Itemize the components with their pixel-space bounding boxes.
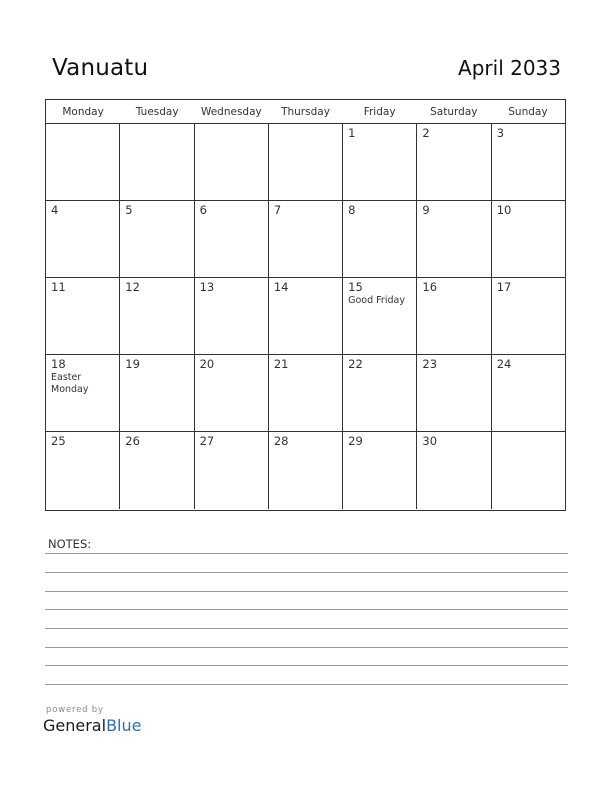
day-number: 29 (348, 434, 363, 448)
day-cell (269, 124, 343, 200)
day-number: 19 (125, 357, 140, 371)
week-row (46, 432, 565, 509)
day-number: 4 (51, 203, 59, 217)
calendar-country-title: Vanuatu (52, 55, 149, 81)
day-cell (120, 201, 194, 277)
day-number: 15 (348, 280, 363, 294)
note-line (45, 553, 568, 554)
day-cell (269, 432, 343, 509)
note-line (45, 609, 568, 610)
weekday-header-row (46, 100, 565, 124)
week-row (46, 355, 565, 432)
day-number: 30 (422, 434, 438, 448)
day-number: 7 (273, 203, 282, 217)
day-cell (417, 278, 491, 354)
note-line (45, 684, 568, 685)
day-number: 5 (125, 203, 133, 217)
day-cell (343, 432, 417, 509)
note-line (45, 591, 568, 592)
day-cell (195, 278, 269, 354)
day-number: 26 (125, 434, 140, 448)
day-cell (492, 124, 565, 200)
day-number: 21 (273, 357, 289, 371)
day-cell (46, 355, 120, 431)
day-number: 18 (51, 357, 66, 371)
day-cell (417, 201, 491, 277)
powered-by-text: powered by (46, 705, 104, 715)
brand-blue: Blue (106, 716, 142, 735)
week-row (46, 124, 565, 201)
day-cell (343, 355, 417, 431)
day-cell (120, 124, 194, 200)
brand-logo (43, 716, 141, 735)
day-number: 8 (348, 203, 356, 217)
day-number: 11 (51, 280, 66, 294)
week-row (46, 201, 565, 278)
day-cell (120, 355, 194, 431)
day-cell (46, 201, 120, 277)
day-number: 23 (422, 357, 438, 371)
day-cell (492, 355, 565, 431)
day-cell (492, 201, 565, 277)
weekday-thursday: Thursday (281, 106, 330, 118)
day-number: 20 (199, 357, 215, 371)
weekday-wednesday: Wednesday (200, 106, 262, 118)
day-cell (417, 432, 491, 509)
note-line (45, 647, 568, 648)
notes-label: NOTES: (48, 537, 92, 551)
day-cell (417, 124, 491, 200)
calendar-grid (45, 99, 566, 511)
day-cell (120, 432, 194, 509)
day-number: 28 (273, 434, 289, 448)
day-number: 17 (496, 280, 512, 294)
day-cell (417, 355, 491, 431)
day-cell (269, 278, 343, 354)
day-number: 9 (422, 203, 430, 217)
day-cell (269, 355, 343, 431)
day-cell (195, 432, 269, 509)
day-number: 14 (273, 280, 289, 294)
day-number: 16 (422, 280, 438, 294)
day-cell (492, 278, 565, 354)
day-cell (343, 124, 417, 200)
weekday-tuesday: Tuesday (135, 106, 179, 118)
brand-general: General (43, 716, 107, 735)
note-line (45, 665, 568, 666)
day-number: 2 (422, 126, 430, 140)
day-number: 27 (199, 434, 215, 448)
day-cell (195, 355, 269, 431)
day-cell (46, 432, 120, 509)
calendar-month-title: April 2033 (458, 56, 561, 80)
day-number: 3 (496, 126, 505, 140)
holiday-label: Easter Monday (51, 372, 89, 395)
day-cell (46, 278, 120, 354)
day-number: 24 (496, 357, 512, 371)
day-number: 1 (348, 126, 356, 140)
day-number: 22 (348, 357, 363, 371)
day-cell (269, 201, 343, 277)
day-cell (492, 432, 565, 509)
day-cell (46, 124, 120, 200)
weekday-sunday: Sunday (508, 106, 548, 118)
day-cell (343, 278, 417, 354)
day-cell (195, 124, 269, 200)
week-row (46, 278, 565, 355)
weekday-saturday: Saturday (430, 106, 478, 118)
day-number: 13 (199, 280, 215, 294)
day-number: 10 (496, 203, 512, 217)
day-cell (195, 201, 269, 277)
day-cell (343, 201, 417, 277)
day-number: 6 (199, 203, 207, 217)
weekday-friday: Friday (363, 106, 396, 118)
weekday-monday: Monday (62, 106, 104, 118)
note-line (45, 628, 568, 629)
holiday-label: Good Friday (348, 295, 405, 306)
day-number: 25 (51, 434, 66, 448)
note-line (45, 572, 568, 573)
day-cell (120, 278, 194, 354)
weeks-container (46, 124, 565, 509)
day-number: 12 (125, 280, 140, 294)
